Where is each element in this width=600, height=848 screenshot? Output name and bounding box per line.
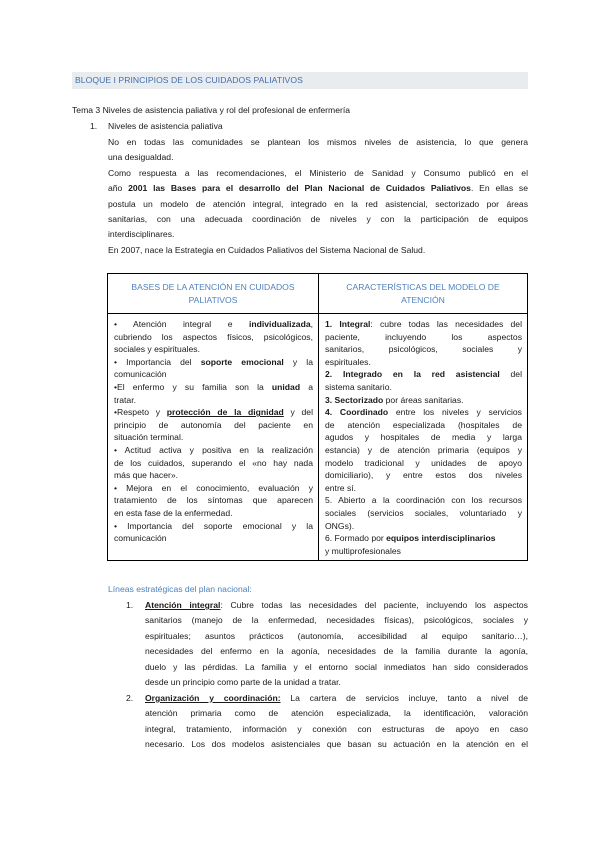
strategic-item2: Organización y coordinación: La cartera de servicios incluye, tanto a nivel de atención primaria como de atención especializada, la identificación, valoración integral, tratamiento, información y conexión con estructuras de apoyo en caso necesario. Los dos modelos asistenciales que basan su actuación en la atención en el	[145, 693, 528, 750]
table-header-caracteristicas: CARACTERÍSTICAS DEL MODELO DE ATENCIÓN	[319, 274, 528, 314]
bases-table	[107, 273, 528, 561]
strategic-item1-number: 1.	[126, 600, 134, 610]
topic-title: Tema 3 Niveles de asistencia paliativa y rol del profesional de enfermería	[72, 105, 351, 115]
table-header-bases: BASES DE LA ATENCIÓN EN CUIDADOS PALIATIVOS	[108, 274, 319, 314]
block-header	[72, 72, 528, 89]
strategic-item1: Atención integral: Cubre todas las necesidades del paciente, incluyendo los aspectos sanitarios (manejo de la enfermedad, necesidades físicas), psicológicos, sociales y espirituales; asuntos prácticos (autonomía, accesibilidad al equipo sanitario…), necesidades del enfermo en la agonía, necesidades de la familia durante la agonía, duelo y las pérdidas. La familia y el entorno social inmediatos han sido considerados desde un principio como parte de la unidad a tratar.	[145, 600, 528, 687]
table-cell-caracteristicas: 1. Integral: cubre todas las necesidades del paciente, incluyendo los aspectos sanitarios, psicológicos, sociales y espirituales. 2. Integrado en la red asistencial del sistema sanitario. 3. Sectorizado por áreas sanitarias. 4. Coordinado entre los niveles y servicios de atención especializada (hospitales de agudos y hospitales de media y larga estancia) y de atención primaria (equipos y modelo tradicional y unidades de apoyo domiciliario), y entre estos dos niveles entre sí. 5. Abierto a la coordinación con los recursos sociales (servicios sociales, voluntariado y ONGs). 6. Formado por equipos interdisciplinarios y multiprofesionales	[319, 314, 528, 561]
section-title: Niveles de asistencia paliativa	[108, 121, 223, 131]
strategic-item2-number: 2.	[126, 693, 134, 703]
strategic-heading: Líneas estratégicas del plan nacional:	[108, 584, 252, 594]
section-number: 1.	[90, 121, 98, 131]
table-cell-bases: • Atención integral e individualizada, cubriendo los aspectos físicos, psicológicos, sociales y espirituales. • Importancia del soporte emocional y la comunicación •El enfermo y su familia son la unidad a tratar. •Respeto y protección de la dignidad y del principio de autonomía del paciente en situación terminal. • Actitud activa y positiva en la realización de los cuidados, superando el «no hay nada más que hacer». • Mejora en el conocimiento, evaluación y tratamiento de los síntomas que aparecen en esta fase de la enfermedad. • Importancia del soporte emocional y la comunicación	[108, 314, 319, 561]
block-title: BLOQUE I PRINCIPIOS DE LOS CUIDADOS PALIATIVOS	[75, 75, 303, 85]
paragraph-intro: No en todas las comunidades se plantean los mismos niveles de asistencia, lo que genera una desigualdad. Como respuesta a las recomendaciones, el Ministerio de Sanidad y Consumo publicó en el año 2001 las Bases para el desarrollo del Plan Nacional de Cuidados Paliativos. En ellas se postula un modelo de atención integral, integrado en la red asistencial, sectorizado por áreas sanitarias, con una adecuada coordinación de niveles y con la participación de equipos interdisciplinares. En 2007, nace la Estrategia en Cuidados Paliativos del Sistema Nacional de Salud.	[108, 137, 528, 255]
